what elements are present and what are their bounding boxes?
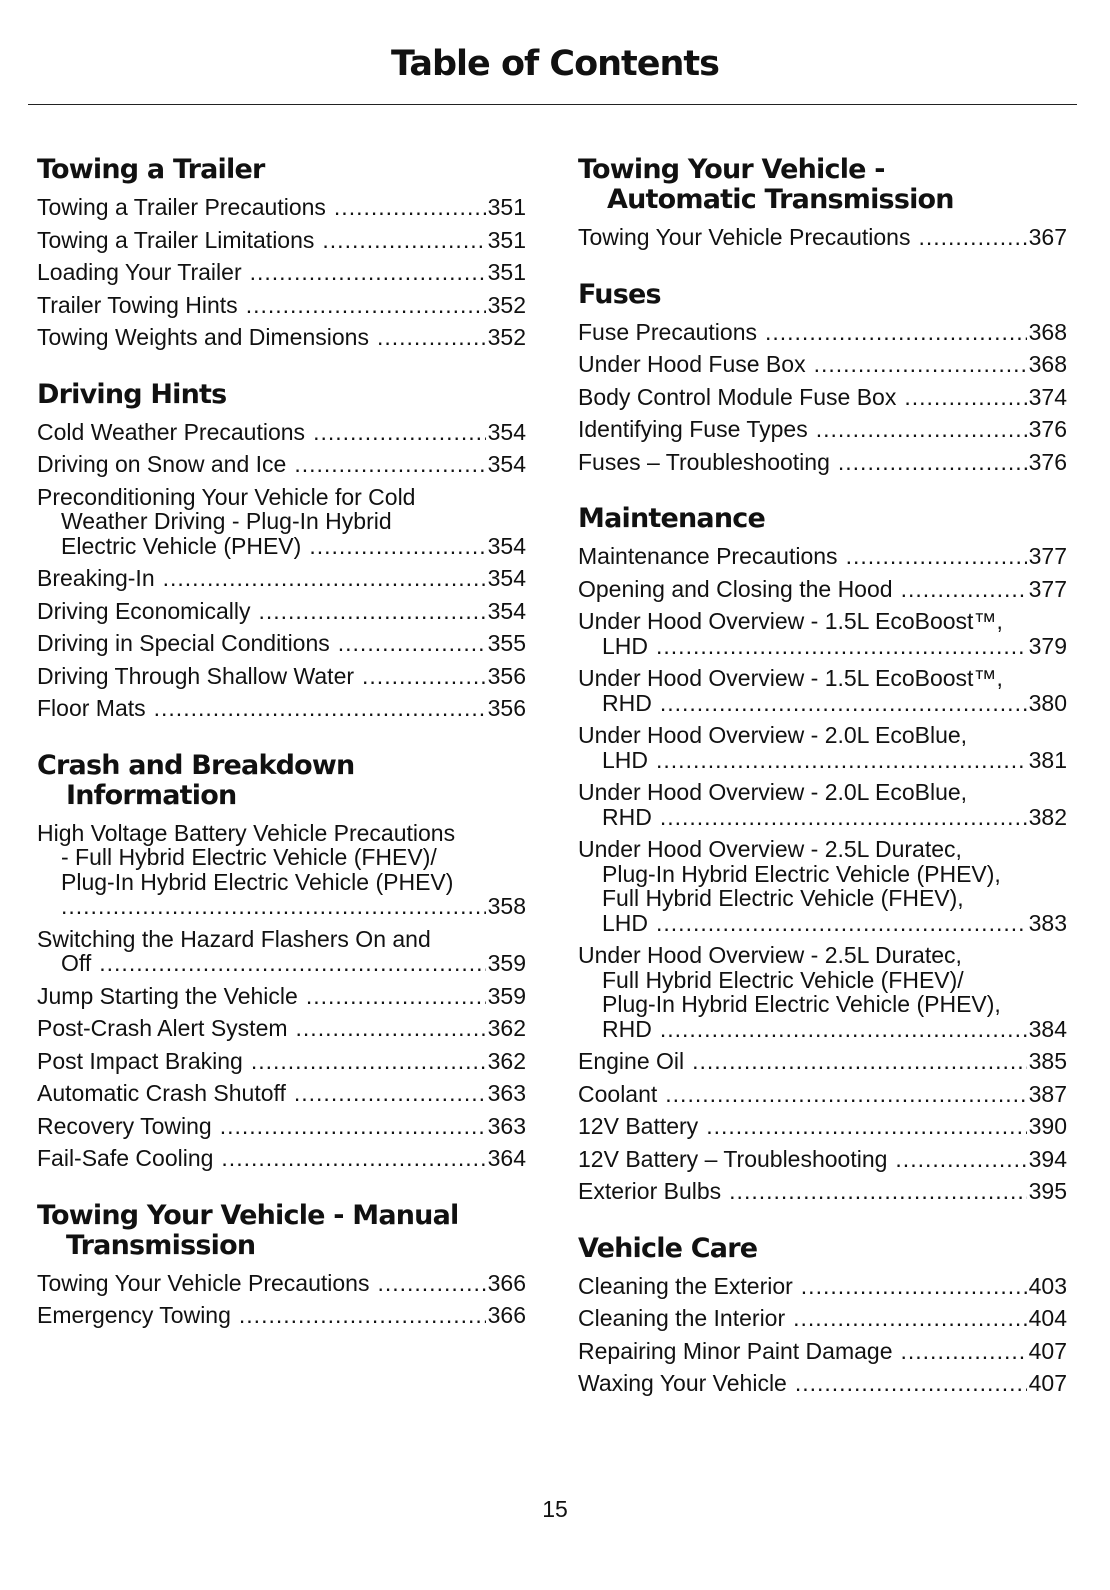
toc-entry[interactable] bbox=[37, 817, 526, 923]
toc-entry-title: Waxing Your Vehicle bbox=[578, 1370, 787, 1396]
toc-entry-title: Breaking-In bbox=[37, 565, 155, 591]
toc-column-right bbox=[578, 155, 1067, 1426]
dot-leader bbox=[306, 984, 486, 1009]
toc-entry[interactable] bbox=[578, 605, 1067, 662]
toc-entry-title: Opening and Closing the Hood bbox=[578, 575, 893, 602]
toc-entry-title: Driving Through Shallow Water bbox=[37, 662, 355, 689]
dot-leader bbox=[163, 566, 486, 591]
toc-entry-title: - Full Hybrid Electric Vehicle (FHEV)/ bbox=[61, 844, 437, 870]
section-heading bbox=[37, 380, 526, 410]
dot-leader bbox=[895, 1147, 1026, 1172]
toc-entry-page: 354 bbox=[487, 597, 526, 624]
toc-entry-title: Repairing Minor Paint Damage bbox=[578, 1337, 893, 1364]
dot-leader bbox=[377, 1271, 485, 1296]
toc-entry-title: Recovery Towing bbox=[37, 1112, 212, 1139]
toc-entry[interactable] bbox=[37, 692, 526, 725]
toc-entry[interactable] bbox=[37, 1267, 526, 1300]
toc-entry-page: 355 bbox=[487, 630, 526, 656]
toc-entry-page: 366 bbox=[487, 1269, 526, 1296]
section-heading-line: Information bbox=[66, 779, 237, 811]
toc-entry-title: Engine Oil bbox=[578, 1048, 685, 1074]
dot-leader bbox=[99, 951, 485, 976]
toc-entry-page: 395 bbox=[1028, 1178, 1067, 1204]
toc-entry-page: 376 bbox=[1028, 448, 1067, 475]
toc-entry-title: Electric Vehicle (PHEV) bbox=[61, 532, 302, 559]
toc-entry-title: Towing a Trailer Precautions bbox=[37, 194, 326, 220]
toc-entry-title: Coolant bbox=[578, 1080, 658, 1107]
dot-leader bbox=[729, 1179, 1026, 1204]
dot-leader bbox=[239, 1303, 486, 1328]
toc-entry-page: 407 bbox=[1028, 1370, 1067, 1396]
toc-entry-title: Under Hood Fuse Box bbox=[578, 351, 806, 377]
dot-leader bbox=[221, 1146, 485, 1171]
dot-leader bbox=[706, 1114, 1026, 1139]
dot-leader bbox=[322, 228, 485, 253]
dot-leader bbox=[656, 911, 1027, 936]
dot-leader bbox=[338, 631, 486, 656]
toc-entry[interactable] bbox=[37, 1077, 526, 1110]
toc-entry-title: Driving on Snow and Ice bbox=[37, 451, 287, 477]
toc-entry-title: Towing Your Vehicle Precautions bbox=[578, 224, 911, 250]
toc-entry-title: Automatic Crash Shutoff bbox=[37, 1080, 286, 1106]
toc-entry[interactable] bbox=[37, 191, 526, 224]
toc-entry[interactable] bbox=[578, 833, 1067, 939]
toc-entry[interactable] bbox=[578, 776, 1067, 833]
toc-entry[interactable] bbox=[578, 939, 1067, 1045]
toc-entry-page: 374 bbox=[1028, 383, 1067, 410]
toc-entry-title: Full Hybrid Electric Vehicle (FHEV), bbox=[602, 885, 964, 911]
toc-entry-page: 354 bbox=[487, 451, 526, 477]
section-heading-line: Driving Hints bbox=[37, 378, 227, 410]
toc-entry-title: RHD bbox=[602, 689, 652, 716]
toc-entry[interactable] bbox=[578, 446, 1067, 479]
toc-entry-page: 354 bbox=[487, 532, 526, 559]
toc-entry[interactable] bbox=[578, 381, 1067, 414]
toc-entry-title: Full Hybrid Electric Vehicle (FHEV)/ bbox=[602, 966, 964, 993]
section-heading-line: Crash and Breakdown bbox=[37, 749, 355, 781]
toc-entry-title: 12V Battery bbox=[578, 1113, 699, 1139]
section-heading-line: Towing Your Vehicle - bbox=[578, 154, 885, 185]
toc-entry-title: Towing Weights and Dimensions bbox=[37, 324, 369, 350]
section-heading-line: Towing a Trailer bbox=[37, 154, 265, 185]
toc-entry-page: 356 bbox=[487, 695, 526, 721]
dot-leader bbox=[250, 260, 486, 285]
dot-leader bbox=[660, 1017, 1027, 1042]
toc-entry[interactable] bbox=[37, 289, 526, 322]
toc-entry[interactable] bbox=[578, 1175, 1067, 1208]
toc-section-vehicle-care bbox=[578, 1234, 1067, 1400]
toc-entry-title: Driving Economically bbox=[37, 597, 251, 624]
dot-leader bbox=[313, 420, 486, 445]
section-heading-line: Maintenance bbox=[578, 503, 765, 534]
dot-leader bbox=[246, 293, 486, 318]
toc-entry[interactable] bbox=[578, 1335, 1067, 1368]
dot-leader bbox=[816, 417, 1027, 442]
dot-leader bbox=[660, 805, 1027, 830]
toc-section-driving-hints bbox=[37, 380, 526, 725]
toc-entry-page: 404 bbox=[1028, 1305, 1067, 1331]
title-divider bbox=[28, 104, 1077, 105]
toc-entry-page: 351 bbox=[487, 259, 526, 285]
section-heading bbox=[578, 280, 1067, 310]
toc-section-towing-your-vehicle-manual-transmission bbox=[37, 1201, 526, 1332]
toc-entry-title: LHD bbox=[602, 746, 649, 773]
dot-leader bbox=[814, 352, 1027, 377]
dot-leader bbox=[61, 894, 486, 919]
toc-entry-page: 368 bbox=[1028, 351, 1067, 377]
toc-entry[interactable] bbox=[37, 1299, 526, 1332]
toc-entry-page: 382 bbox=[1028, 803, 1067, 830]
dot-leader bbox=[793, 1306, 1027, 1331]
dot-leader bbox=[692, 1049, 1027, 1074]
toc-entry-page: 387 bbox=[1028, 1080, 1067, 1107]
toc-entry-title: Under Hood Overview - 1.5L EcoBoost™, bbox=[578, 608, 1003, 634]
dot-leader bbox=[901, 1339, 1027, 1364]
toc-entry[interactable] bbox=[578, 1045, 1067, 1078]
page-title: Table of Contents bbox=[390, 44, 719, 84]
toc-section-crash-and-breakdown-information bbox=[37, 751, 526, 1175]
dot-leader bbox=[294, 1081, 486, 1106]
toc-entry[interactable] bbox=[578, 573, 1067, 606]
toc-entry-page: 362 bbox=[487, 1015, 526, 1041]
dot-leader bbox=[294, 452, 485, 477]
toc-entry[interactable] bbox=[578, 1367, 1067, 1400]
dot-leader bbox=[918, 225, 1026, 250]
toc-entry-title: Loading Your Trailer bbox=[37, 259, 242, 285]
toc-entry-page: 356 bbox=[487, 662, 526, 689]
toc-entry-page: 377 bbox=[1028, 575, 1067, 602]
toc-entry-title: Jump Starting the Vehicle bbox=[37, 982, 298, 1009]
toc-entry-title: Off bbox=[61, 950, 92, 976]
dot-leader bbox=[801, 1274, 1027, 1299]
toc-entry[interactable] bbox=[578, 662, 1067, 719]
toc-entry[interactable] bbox=[578, 1110, 1067, 1143]
dot-leader bbox=[838, 450, 1027, 475]
section-heading bbox=[578, 1234, 1067, 1264]
dot-leader bbox=[362, 664, 486, 689]
section-heading bbox=[37, 751, 526, 811]
dot-leader bbox=[846, 544, 1027, 569]
toc-entry-title: Post Impact Braking bbox=[37, 1047, 243, 1074]
toc-entry-page: 354 bbox=[487, 418, 526, 445]
toc-entry-page: 358 bbox=[487, 893, 526, 919]
section-heading-line: Towing Your Vehicle - Manual bbox=[37, 1199, 459, 1231]
dot-leader bbox=[660, 691, 1027, 716]
toc-entry-page: 380 bbox=[1028, 689, 1067, 716]
dot-leader bbox=[334, 195, 486, 220]
toc-entry-title: Plug-In Hybrid Electric Vehicle (PHEV), bbox=[602, 991, 1001, 1017]
toc-entry-page: 354 bbox=[487, 565, 526, 591]
toc-entry-page: 352 bbox=[487, 324, 526, 350]
section-heading bbox=[37, 1201, 526, 1261]
toc-entry[interactable] bbox=[37, 256, 526, 289]
section-heading-line: Fuses bbox=[578, 278, 661, 310]
toc-entry-title: Fail-Safe Cooling bbox=[37, 1145, 214, 1171]
dot-leader bbox=[665, 1082, 1026, 1107]
toc-entry[interactable] bbox=[37, 660, 526, 693]
toc-entry[interactable] bbox=[37, 1110, 526, 1143]
toc-entry-page: 376 bbox=[1028, 416, 1067, 442]
toc-entry-title: Cleaning the Interior bbox=[578, 1305, 786, 1331]
section-heading-line: Automatic Transmission bbox=[607, 184, 954, 215]
toc-section-towing-your-vehicle-automatic-transmission bbox=[578, 155, 1067, 254]
toc-entry-page: 368 bbox=[1028, 318, 1067, 345]
toc-entry[interactable] bbox=[578, 1302, 1067, 1335]
toc-entry-title: Cleaning the Exterior bbox=[578, 1272, 793, 1299]
toc-entry-page: 363 bbox=[487, 1080, 526, 1106]
toc-entry-page: 403 bbox=[1028, 1272, 1067, 1299]
toc-entry-title: Plug-In Hybrid Electric Vehicle (PHEV), bbox=[602, 860, 1001, 887]
toc-entry[interactable] bbox=[578, 316, 1067, 349]
toc-entry[interactable] bbox=[37, 1142, 526, 1175]
dot-leader bbox=[154, 696, 486, 721]
toc-entry-title: Body Control Module Fuse Box bbox=[578, 383, 897, 410]
toc-entry-page: 384 bbox=[1028, 1015, 1067, 1042]
toc-entry-title: Driving in Special Conditions bbox=[37, 630, 330, 656]
toc-entry[interactable] bbox=[578, 1270, 1067, 1303]
toc-entry-title: 12V Battery – Troubleshooting bbox=[578, 1145, 888, 1172]
dot-leader bbox=[656, 748, 1027, 773]
toc-entry-title: Towing Your Vehicle Precautions bbox=[37, 1269, 370, 1296]
toc-entry-title: Under Hood Overview - 2.5L Duratec, bbox=[578, 942, 962, 968]
toc-entry[interactable] bbox=[578, 413, 1067, 446]
toc-entry-title: RHD bbox=[602, 1015, 652, 1042]
toc-entry[interactable] bbox=[37, 448, 526, 481]
toc-entry[interactable] bbox=[578, 1143, 1067, 1176]
dot-leader bbox=[656, 634, 1027, 659]
dot-leader bbox=[765, 320, 1027, 345]
toc-entry-page: 377 bbox=[1028, 543, 1067, 569]
toc-entry[interactable] bbox=[37, 980, 526, 1013]
toc-section-towing-a-trailer bbox=[37, 155, 526, 354]
toc-entry-title: Fuse Precautions bbox=[578, 318, 757, 345]
toc-entry-page: 379 bbox=[1028, 632, 1067, 659]
toc-entry-page: 394 bbox=[1028, 1145, 1067, 1172]
toc-entry[interactable] bbox=[37, 416, 526, 449]
toc-entry-title: Post-Crash Alert System bbox=[37, 1015, 288, 1041]
dot-leader bbox=[251, 1049, 486, 1074]
toc-entry-title: High Voltage Battery Vehicle Precautions bbox=[37, 819, 456, 846]
dot-leader bbox=[258, 599, 485, 624]
toc-section-maintenance bbox=[578, 504, 1067, 1208]
toc-entry-title: Cold Weather Precautions bbox=[37, 418, 306, 445]
toc-entry-page: 383 bbox=[1028, 909, 1067, 936]
toc-entry-page: 362 bbox=[487, 1047, 526, 1074]
toc-entry[interactable] bbox=[37, 562, 526, 595]
section-heading bbox=[37, 155, 526, 185]
toc-entry-page: 364 bbox=[487, 1145, 526, 1171]
toc-entry-page: 407 bbox=[1028, 1337, 1067, 1364]
toc-entry-title: Switching the Hazard Flashers On and bbox=[37, 925, 431, 952]
toc-entry-title: Maintenance Precautions bbox=[578, 543, 838, 569]
toc-entry-page: 367 bbox=[1028, 224, 1067, 250]
toc-entry-title: Under Hood Overview - 2.0L EcoBlue, bbox=[578, 779, 968, 805]
toc-entry-title: Weather Driving - Plug-In Hybrid bbox=[61, 508, 392, 534]
toc-entry[interactable] bbox=[37, 224, 526, 257]
toc-entry-page: 363 bbox=[487, 1112, 526, 1139]
toc-entry-title: LHD bbox=[602, 909, 649, 936]
toc-entry-title: Under Hood Overview - 1.5L EcoBoost™, bbox=[578, 665, 1003, 691]
toc-entry[interactable] bbox=[578, 348, 1067, 381]
toc-entry-page: 359 bbox=[487, 950, 526, 976]
section-heading bbox=[578, 155, 1067, 215]
toc-entry-title: Under Hood Overview - 2.0L EcoBlue, bbox=[578, 722, 968, 748]
toc-entry[interactable] bbox=[37, 1012, 526, 1045]
toc-entry-title: Floor Mats bbox=[37, 695, 146, 721]
dot-leader bbox=[309, 534, 485, 559]
toc-entry-page: 381 bbox=[1028, 746, 1067, 773]
dot-leader bbox=[901, 577, 1027, 602]
toc-column-left bbox=[37, 155, 526, 1358]
page-number: 15 bbox=[542, 1496, 568, 1522]
toc-entry-title: Under Hood Overview - 2.5L Duratec, bbox=[578, 836, 962, 862]
toc-entry-page: 351 bbox=[487, 194, 526, 220]
toc-entry-title: Plug-In Hybrid Electric Vehicle (PHEV) bbox=[61, 868, 454, 895]
toc-entry[interactable] bbox=[37, 627, 526, 660]
toc-entry-title: Exterior Bulbs bbox=[578, 1178, 722, 1204]
toc-entry-page: 390 bbox=[1028, 1113, 1067, 1139]
toc-entry-page: 352 bbox=[487, 291, 526, 318]
toc-entry-title: Fuses – Troubleshooting bbox=[578, 448, 830, 475]
toc-entry[interactable] bbox=[37, 595, 526, 628]
toc-entry-title: Identifying Fuse Types bbox=[578, 416, 808, 442]
dot-leader bbox=[220, 1114, 486, 1139]
toc-entry-title: Emergency Towing bbox=[37, 1302, 231, 1328]
toc-entry-page: 351 bbox=[487, 226, 526, 253]
toc-entry[interactable] bbox=[578, 221, 1067, 254]
toc-entry-page: 385 bbox=[1028, 1048, 1067, 1074]
toc-entry-page: 359 bbox=[487, 982, 526, 1009]
toc-entry[interactable] bbox=[37, 1045, 526, 1078]
dot-leader bbox=[904, 385, 1026, 410]
toc-entry[interactable] bbox=[578, 719, 1067, 776]
toc-entry-title: LHD bbox=[602, 632, 649, 659]
toc-entry-title: Towing a Trailer Limitations bbox=[37, 226, 315, 253]
toc-entry-title: Trailer Towing Hints bbox=[37, 291, 238, 318]
toc-entry[interactable] bbox=[37, 481, 526, 563]
section-heading-line: Vehicle Care bbox=[578, 1232, 758, 1264]
toc-entry-title: RHD bbox=[602, 803, 652, 830]
toc-entry[interactable] bbox=[578, 540, 1067, 573]
section-heading bbox=[578, 504, 1067, 534]
toc-entry[interactable] bbox=[37, 923, 526, 980]
toc-entry[interactable] bbox=[578, 1078, 1067, 1111]
dot-leader bbox=[296, 1016, 486, 1041]
dot-leader bbox=[795, 1371, 1027, 1396]
toc-entry-page: 366 bbox=[487, 1302, 526, 1328]
toc-section-fuses bbox=[578, 280, 1067, 479]
toc-entry-title: Preconditioning Your Vehicle for Cold bbox=[37, 483, 416, 510]
toc-entry[interactable] bbox=[37, 321, 526, 354]
section-heading-line: Transmission bbox=[66, 1229, 256, 1261]
dot-leader bbox=[377, 325, 486, 350]
